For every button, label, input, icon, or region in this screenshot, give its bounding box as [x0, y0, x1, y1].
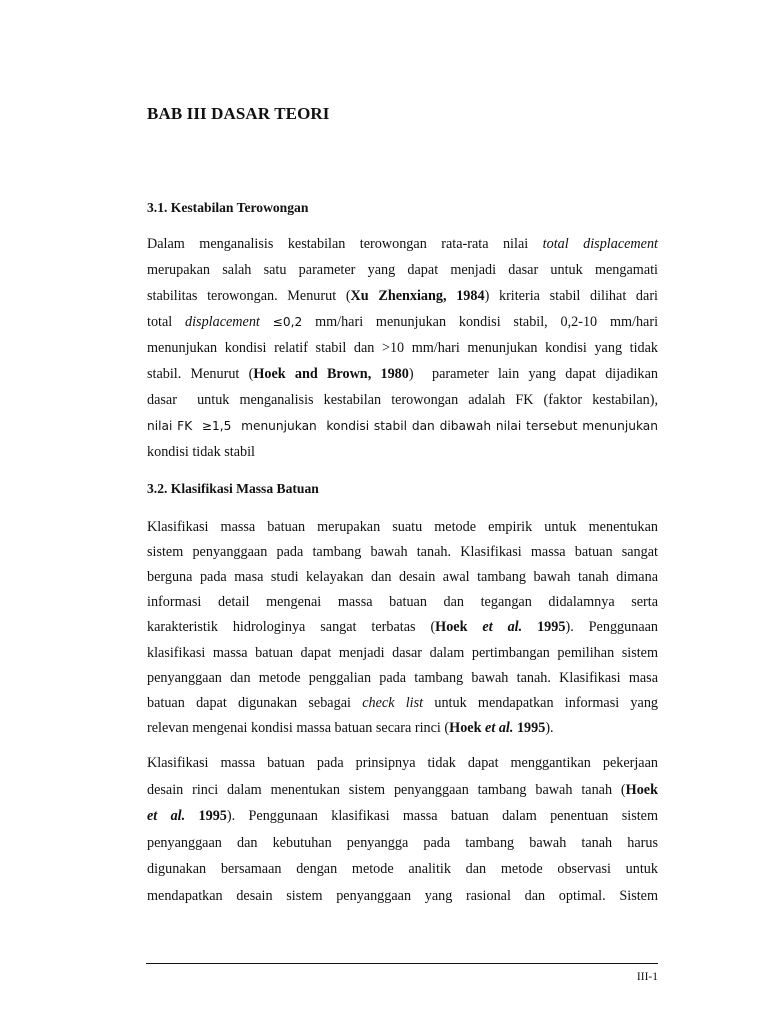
text-line — [147, 593, 658, 611]
citation-text: et al. — [482, 619, 523, 636]
body-text: stabil. Menurut ( — [147, 366, 254, 382]
body-text: desain rinci dalam menentukan sistem penyanggaan tambang bawah tanah ( — [147, 781, 626, 798]
emphasis-text: check list — [362, 694, 424, 711]
text-line — [147, 860, 658, 878]
citation-text: Hoek and Brown, 1980 — [253, 366, 409, 382]
text-line — [147, 391, 658, 409]
body-text: ). — [545, 719, 554, 736]
text-line — [147, 694, 658, 712]
text-line — [147, 568, 658, 586]
body-text: menunjukan kondisi relatif stabil dan >10 mm/hari menunjukan kondisi yang tidak — [147, 340, 658, 356]
text-line — [147, 443, 658, 461]
citation-text: 1995 — [513, 719, 546, 736]
body-text: mendapatkan desain sistem penyanggaan yang rasional dan optimal. Sistem — [147, 887, 658, 904]
body-text: Klasifikasi massa batuan merupakan suatu metode empirik untuk menentukan — [147, 519, 658, 535]
body-text: dasar untuk menganalisis kestabilan terowongan adalah FK (faktor kestabilan), — [147, 392, 658, 408]
body-text: penyanggaan dan kebutuhan penyangga pada tambang bawah tanah harus — [147, 834, 658, 851]
citation-text: et al. — [147, 808, 186, 824]
citation-text: 1995 — [522, 619, 566, 636]
body-text: ) kriteria stabil dilihat dari — [484, 288, 658, 304]
body-text: penyanggaan dan metode penggalian pada tambang bawah tanah. Klasifikasi masa — [147, 669, 658, 686]
body-text: karakteristik hidrologinya sangat terbatas ( — [147, 619, 436, 636]
body-text: untuk mendapatkan informasi yang — [423, 694, 659, 711]
body-text: ). Penggunaan klasifikasi massa batuan dalam penentuan sistem — [226, 808, 658, 824]
text-line — [147, 644, 658, 662]
citation-text: Hoek — [435, 619, 483, 636]
footer-rule — [146, 963, 658, 964]
body-text: mm/hari menunjukan kondisi stabil, 0,2-10 mm/hari — [302, 314, 659, 330]
body-text: berguna pada masa studi kelayakan dan desain awal tambang bawah tanah dimana — [147, 569, 658, 586]
citation-text: et al. — [485, 719, 514, 736]
body-text: ). Penggunaan — [565, 619, 659, 636]
text-line — [147, 339, 658, 357]
page-number: III-1 — [636, 971, 658, 983]
text-line — [147, 365, 658, 383]
section-heading-3-2: 3.2. Klasifikasi Massa Batuan — [147, 481, 319, 496]
body-text: ≤0,2 — [272, 315, 303, 329]
text-line — [147, 618, 658, 636]
body-text — [260, 314, 273, 330]
text-line — [147, 543, 658, 561]
body-text: klasifikasi massa batuan dapat menjadi dasar dalam pertimbangan pemilihan sistem — [147, 644, 658, 661]
body-text: merupakan salah satu parameter yang dapat menjadi dasar untuk mengamati — [147, 262, 658, 278]
citation-text: Hoek — [625, 781, 658, 798]
text-line — [147, 834, 658, 852]
text-line — [147, 807, 658, 825]
text-line — [147, 261, 658, 279]
body-text: stabilitas terowongan. Menurut ( — [147, 288, 351, 304]
body-text: informasi detail mengenai massa batuan dan tegangan didalamnya serta — [147, 594, 658, 611]
citation-text: Xu Zhenxiang, 1984 — [350, 288, 485, 304]
citation-text: Hoek — [449, 719, 486, 736]
text-line — [147, 719, 658, 737]
body-text: batuan dapat digunakan sebagai — [147, 694, 363, 711]
body-text: relevan mengenai kondisi massa batuan secara rinci ( — [147, 719, 450, 736]
text-line — [147, 417, 658, 435]
section-heading-3-1: 3.1. Kestabilan Terowongan — [147, 200, 309, 215]
body-text: Dalam menganalisis kestabilan terowongan rata-rata nilai — [147, 236, 543, 252]
chapter-title: BAB III DASAR TEORI — [147, 104, 330, 123]
body-text: nilai FK ≥1,5 menunjukan kondisi stabil dan dibawah nilai tersebut menunjukan — [147, 419, 658, 433]
body-text: kondisi tidak stabil — [147, 444, 255, 460]
text-line — [147, 781, 658, 799]
body-text: sistem penyanggaan pada tambang bawah tanah. Klasifikasi massa batuan sangat — [147, 544, 658, 561]
emphasis-text: total displacement — [542, 236, 658, 252]
body-text: total — [147, 314, 186, 330]
emphasis-text: displacement — [185, 314, 260, 330]
citation-text: 1995 — [185, 808, 227, 824]
text-line — [147, 669, 658, 687]
body-text: Klasifikasi massa batuan pada prinsipnya tidak dapat menggantikan pekerjaan — [147, 755, 658, 771]
body-text: ) parameter lain yang dapat dijadikan — [408, 366, 658, 382]
body-text: digunakan bersamaan dengan metode analitik dan metode observasi untuk — [147, 861, 658, 877]
text-line — [147, 235, 658, 253]
text-line — [147, 887, 658, 905]
text-line — [147, 518, 658, 536]
text-line — [147, 287, 658, 305]
text-line — [147, 313, 658, 331]
text-line — [147, 754, 658, 772]
